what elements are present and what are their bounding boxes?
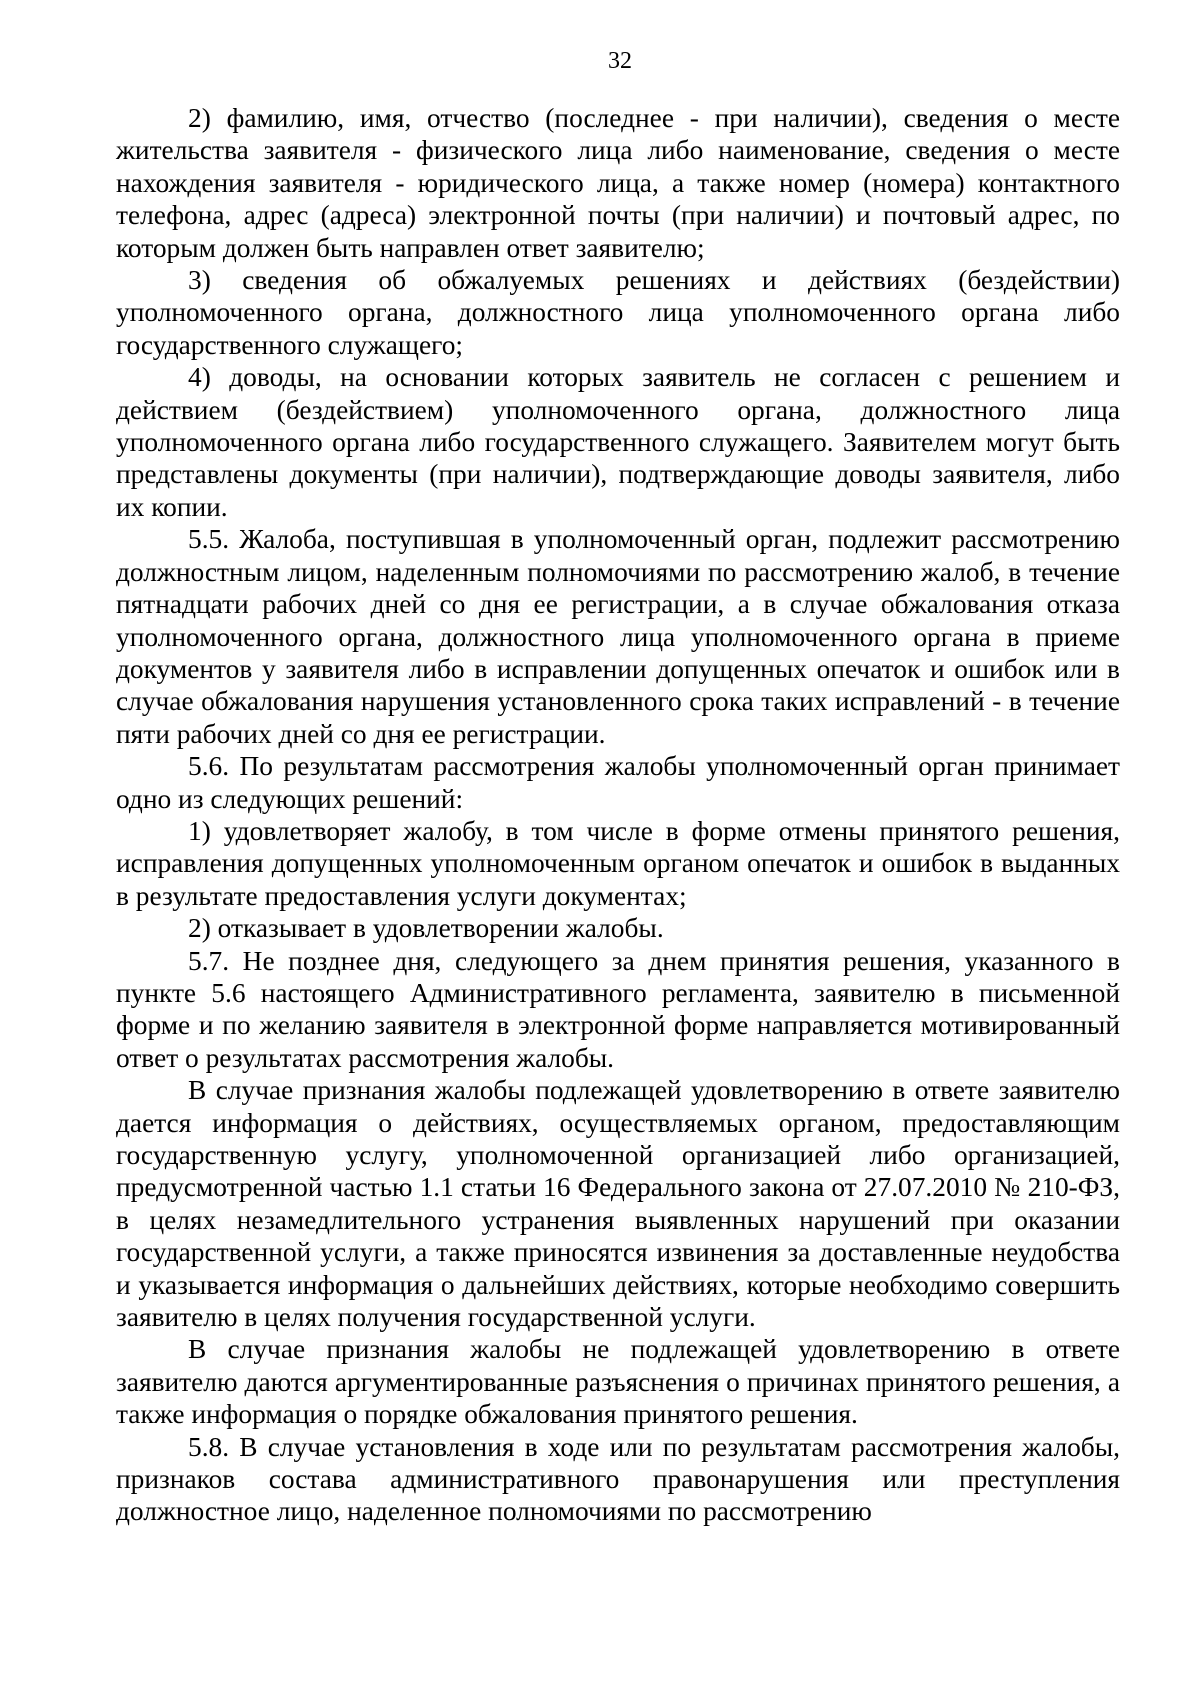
paragraph-item-3-appealed-decisions: 3) сведения об обжалуемых решениях и действиях (бездействии) уполномоченного органа, должностного лица уполномоченного органа либо государственного служащего; bbox=[116, 265, 1120, 360]
paragraph-5-8-violation-signs: 5.8. В случае установления в ходе или по результатам рассмотрения жалобы, признаков состава административного правонарушения или преступления должностное лицо, наделенное полномочиями по рассмотрению bbox=[116, 1431, 1120, 1527]
paragraph-decision-refuse: 2) отказывает в удовлетворении жалобы. bbox=[188, 913, 664, 944]
document-body bbox=[116, 102, 1120, 1528]
page-number: 32 bbox=[608, 48, 632, 74]
paragraph-decision-satisfy: 1) удовлетворяет жалобу, в том числе в форме отмены принятого решения, исправления допущенных уполномоченным органом опечаток и ошибок в выданных в результате предоставления услуги документах; bbox=[116, 815, 1120, 911]
paragraph-item-2-applicant-details: 2) фамилию, имя, отчество (последнее - при наличии), сведения о месте жительства заявителя - физического лица либо наименование, сведения о месте нахождения заявителя - юридического лица, а также номер (номера) контактного телефона, адрес (адреса) электронной почты (при наличии) и почтовый адрес, по которым должен быть направлен ответ заявителю; bbox=[116, 103, 1120, 263]
paragraph-5-6-decisions: 5.6. По результатам рассмотрения жалобы уполномоченный орган принимает одно из следующих решений: bbox=[116, 751, 1120, 814]
paragraph-complaint-satisfied: В случае признания жалобы подлежащей удовлетворению в ответе заявителю дается информация о действиях, осуществляемых органом, предоставляющим государственную услугу, уполномоченной организацией либо организацией, предусмотренной частью 1.1 статьи 16 Федерального закона от 27.07.2010 № 210-ФЗ, в целях незамедлительного устранения выявленных нарушений при оказании государственной услуги, а также приносятся извинения за доставленные неудобства и указывается информация о дальнейших действиях, которые необходимо совершить заявителю в целях получения государственной услуги. bbox=[116, 1075, 1120, 1333]
paragraph-5-5-review-period: 5.5. Жалоба, поступившая в уполномоченный орган, подлежит рассмотрению должностным лицом, наделенным полномочиями по рассмотрению жалоб, в течение пятнадцати рабочих дней со дня ее регистрации, а в случае обжалования отказа уполномоченного органа, должностного лица уполномоченного органа в приеме документов у заявителя либо в исправлении допущенных опечаток и ошибок или в случае обжалования нарушения установленного срока таких исправлений - в течение пяти рабочих дней со дня ее регистрации. bbox=[116, 524, 1120, 749]
paragraph-5-7-response: 5.7. Не позднее дня, следующего за днем принятия решения, указанного в пункте 5.6 настоящего Административного регламента, заявителю в письменной форме и по желанию заявителя в электронной форме направляется мотивированный ответ о результатах рассмотрения жалобы. bbox=[116, 945, 1120, 1073]
paragraph-item-4-arguments: 4) доводы, на основании которых заявитель не согласен с решением и действием (бездействием) уполномоченного органа, должностного лица уполномоченного органа либо государственного служащего. Заявителем могут быть представлены документы (при наличии), подтверждающие доводы заявителя, либо их копии. bbox=[116, 362, 1120, 522]
paragraph-complaint-rejected: В случае признания жалобы не подлежащей удовлетворению в ответе заявителю даются аргументированные разъяснения о причинах принятого решения, а также информация о порядке обжалования принятого решения. bbox=[116, 1334, 1120, 1430]
